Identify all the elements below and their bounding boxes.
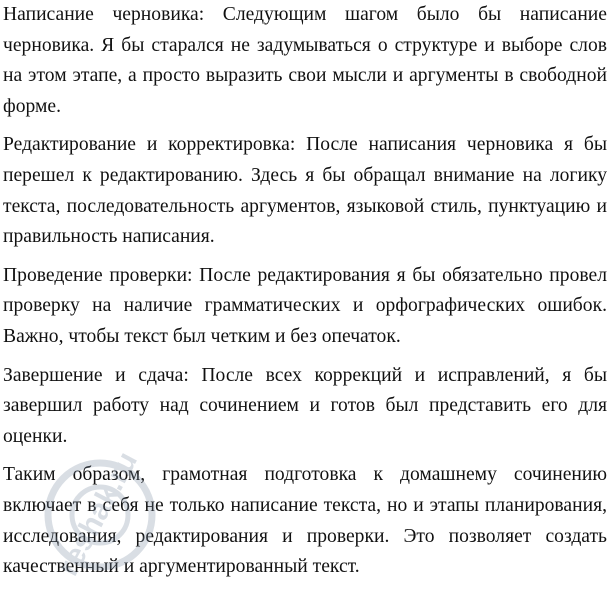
paragraph-draft: Написание черновика: Следующим шагом было бы написание черновика. Я бы старался не задумываться о структуре и выборе слов на этом этапе, а просто выразить свои мысли и аргументы в свободной форме. xyxy=(3,4,607,117)
paragraph-conclusion: Таким образом, грамотная подготовка к домашнему сочинению включает в себя не только написание текста, но и этапы планирования, исследования, редактирования и проверки. Это позволяет создать качественный и аргументированный текст. xyxy=(3,464,607,578)
document-body xyxy=(3,0,607,583)
paragraph-editing: Редактирование и корректировка: После написания черновика я бы перешел к редактированию. Здесь я бы обращал внимание на логику текста, последовательность аргументов, языковой стиль, пунктуацию и правильность написания. xyxy=(3,134,607,248)
paragraph-completion: Завершение и сдача: После всех коррекций и исправлений, я бы завершил работу над сочинением и готов был представить его для оценки. xyxy=(3,364,607,447)
paragraph-proofreading: Проведение проверки: После редактирования я бы обязательно провел проверку на наличие грамматических и орфографических ошибок. Важно, чтобы текст был четким и без опечаток. xyxy=(3,264,607,347)
watermark-text: reshak.ru xyxy=(51,446,145,582)
